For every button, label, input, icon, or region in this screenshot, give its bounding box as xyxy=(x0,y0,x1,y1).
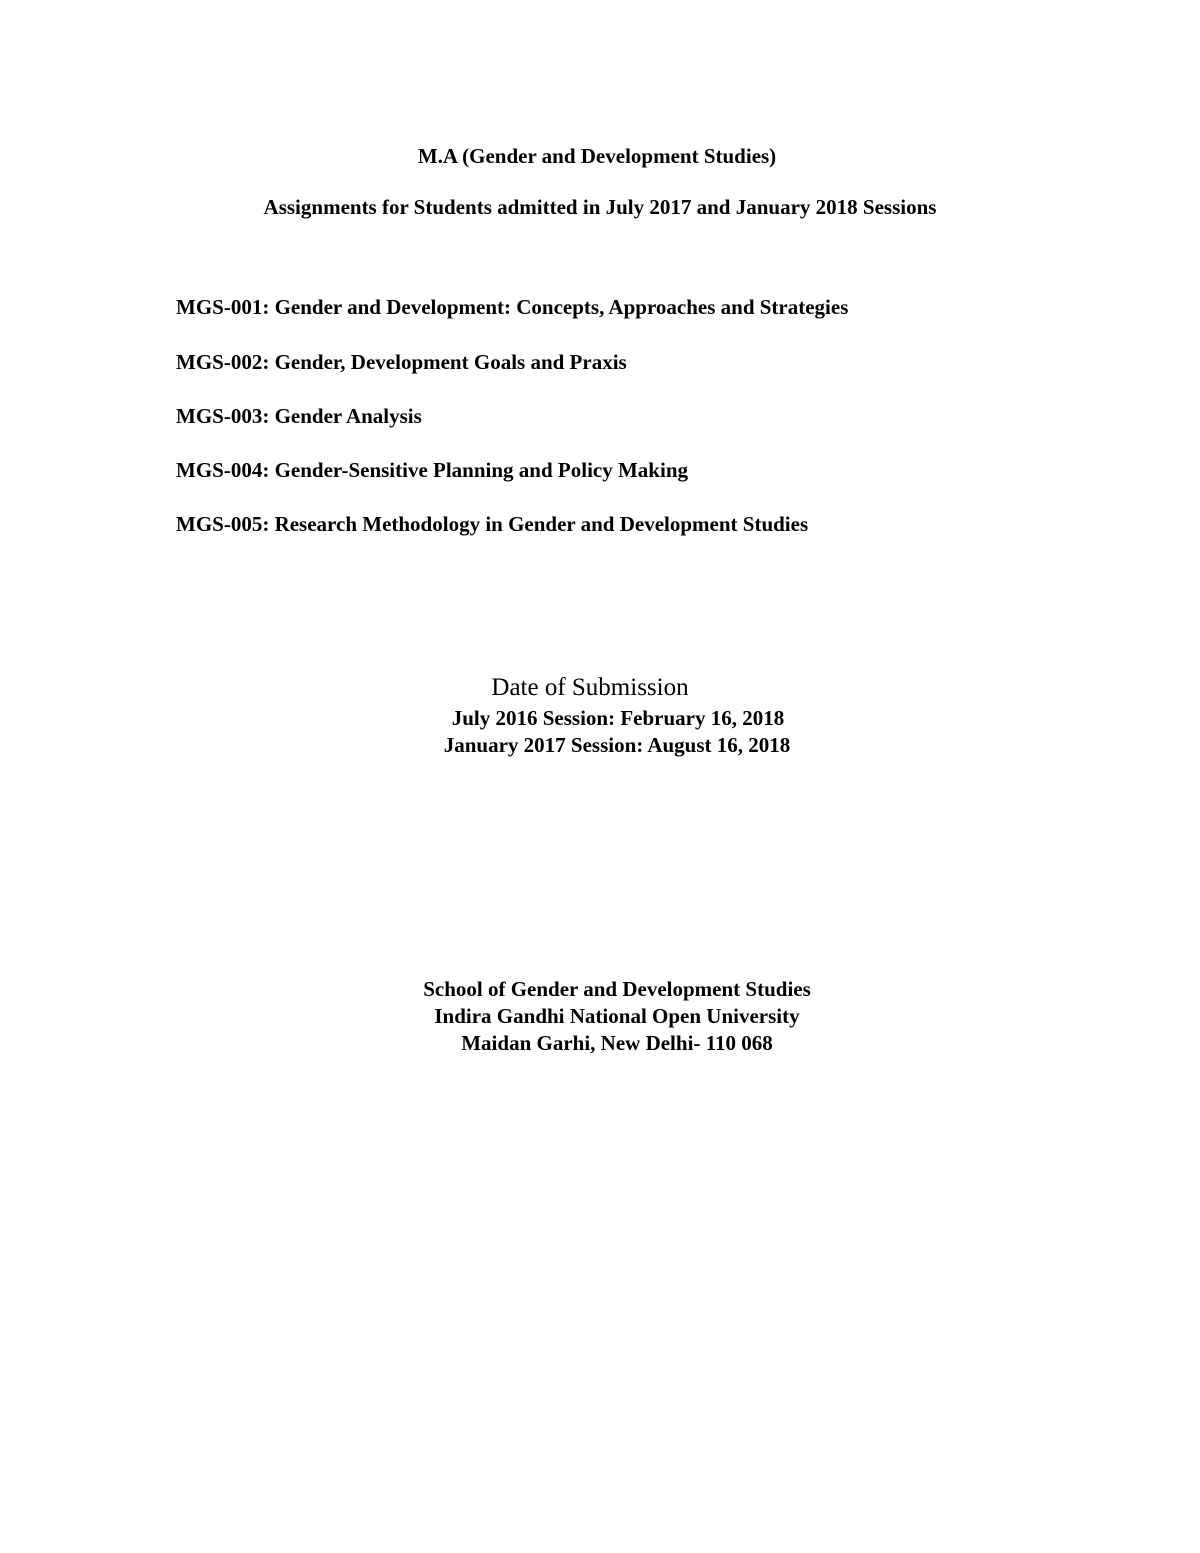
document-subtitle: Assignments for Students admitted in July 2017 and January 2018 Sessions xyxy=(263,195,937,219)
course-item: MGS-001: Gender and Development: Concepts, Approaches and Strategies xyxy=(176,295,849,319)
submission-heading: Date of Submission xyxy=(491,674,689,701)
university-name: Indira Gandhi National Open University xyxy=(434,1004,800,1028)
school-name: School of Gender and Development Studies xyxy=(423,977,811,1001)
university-address: Maidan Garhi, New Delhi- 110 068 xyxy=(461,1031,773,1055)
submission-date: July 2016 Session: February 16, 2018 xyxy=(451,706,785,730)
course-item: MGS-003: Gender Analysis xyxy=(176,404,422,428)
course-item: MGS-005: Research Methodology in Gender and Development Studies xyxy=(176,512,809,536)
course-item: MGS-002: Gender, Development Goals and Praxis xyxy=(176,350,627,374)
document-title: M.A (Gender and Development Studies) xyxy=(417,144,777,168)
submission-date: January 2017 Session: August 16, 2018 xyxy=(443,733,791,757)
course-item: MGS-004: Gender-Sensitive Planning and Policy Making xyxy=(176,458,688,482)
